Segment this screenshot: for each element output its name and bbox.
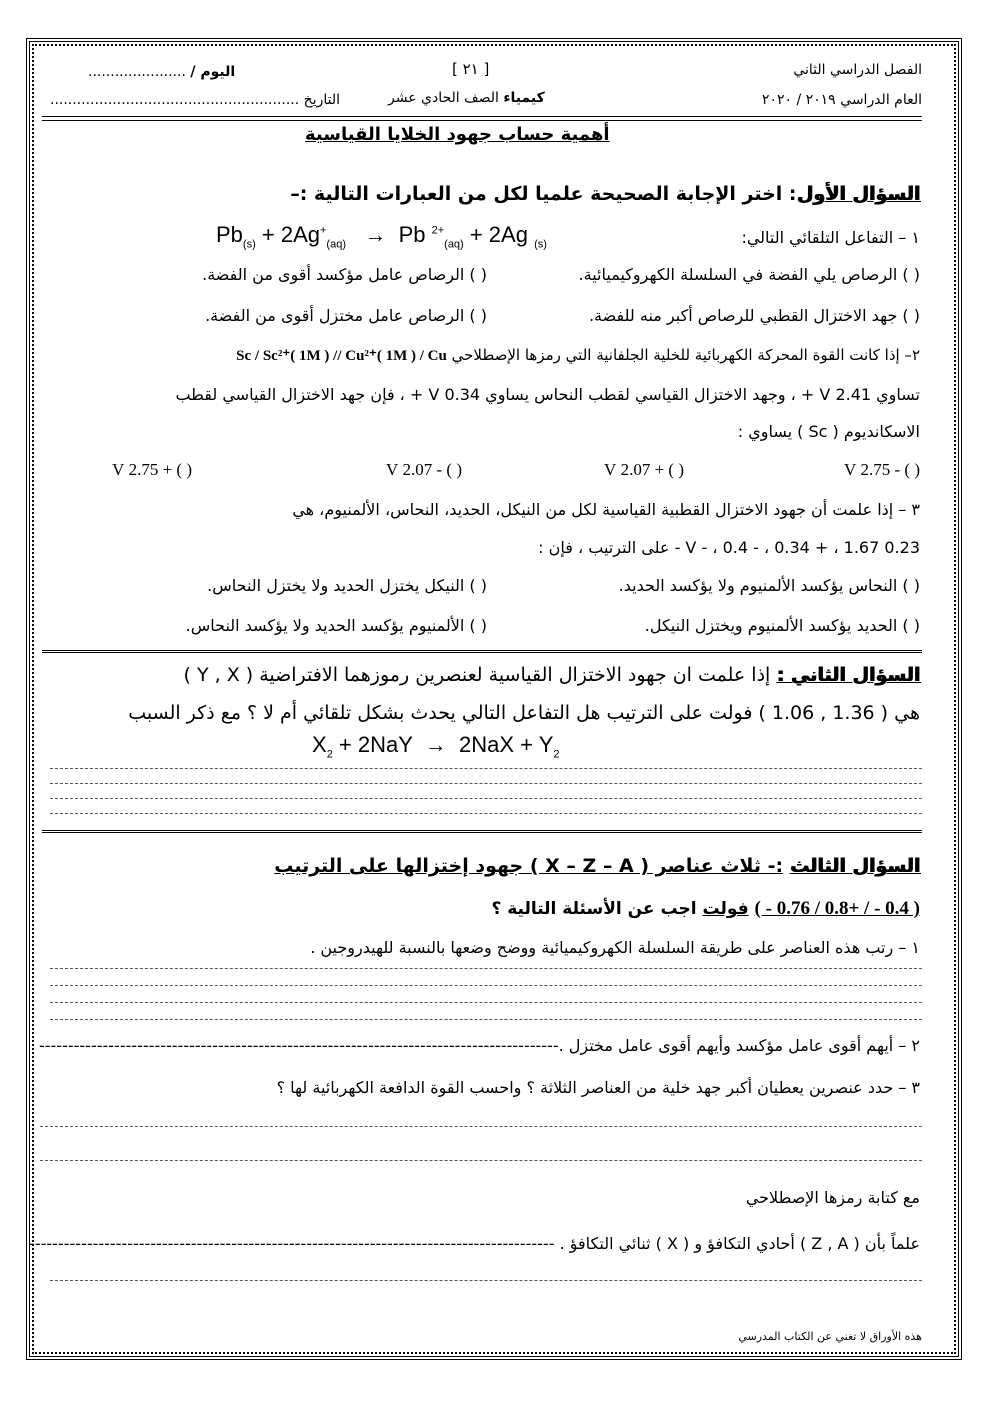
q2-answer-line-4[interactable] (50, 813, 922, 814)
q1-item1-option-4[interactable]: ( ) الرصاص عامل مختزل أقوى من الفضة. (205, 306, 487, 325)
subject-label: كيمياء (503, 90, 545, 106)
q1-item1-option-1[interactable]: ( ) الرصاص يلي الفضة في السلسلة الكهروكيميائية. (578, 265, 920, 284)
q1-item3-option-4[interactable]: ( ) الألمنيوم يؤكسد الحديد ولا يؤكسد النحاس. (185, 616, 487, 635)
eq-aq2: (aq) (444, 238, 464, 251)
q1-item3-line2: 0.23 V - ، 0.4 - ، 0.34 + ، 1.67 - على الترتيب ، فإن : (538, 538, 920, 557)
q3-values: ( 0.4 - / +0.8 / 0.76 - ) (754, 898, 920, 919)
page-number: [ ٢١ ] (452, 60, 490, 78)
eq-sup1: + (319, 224, 327, 237)
q1-item1-option-3[interactable]: ( ) جهد الاختزال القطبي للرصاص أكبر منه للفضة. (588, 306, 920, 325)
q3-item1-line-4[interactable] (50, 1019, 922, 1020)
q3-note2-dots[interactable]: ------------------------------------------------------------------------------------------- (29, 1234, 555, 1253)
term-label: الفصل الدراسي الثاني (793, 62, 922, 78)
date-dots: ........................................................ (50, 92, 300, 108)
eq-ag: + 2Ag (261, 222, 320, 247)
q3-values-line (491, 898, 920, 920)
year-label: العام الدراسي ٢٠١٩ / ٢٠٢٠ (761, 92, 922, 108)
q3-item1-line-2[interactable] (50, 985, 922, 986)
cell-notation: Sc / Sc²⁺( 1M ) // Cu²⁺( 1M ) / Cu (236, 348, 447, 364)
q3-item1-line-3[interactable] (50, 1002, 922, 1003)
q1-label: السؤال الأول (796, 183, 920, 205)
q2-q3-divider (42, 830, 922, 833)
q1-item2-line2: تساوي V 2.41 + ، وجهد الاختزال القياسي لقطب النحاس يساوي V 0.34 + ، فإن جهد الاختزال القياسي لقطب (175, 385, 920, 404)
q1-item1-intro: ١ – التفاعل التلقائي التالي: (741, 228, 920, 247)
q3-note-line[interactable] (50, 1280, 922, 1281)
q1-q2-divider (42, 650, 922, 653)
eq-sup2: 2+ (431, 224, 445, 237)
eq2-arrow: → (424, 732, 447, 757)
q3-unit: فولت (702, 899, 749, 919)
q1-item2-text: ٢– إذا كانت القوة المحركة الكهربائية للخلية الجلفانية التي رمزها الإصطلاحي (451, 346, 920, 364)
eq2-reactant: + 2NaY (332, 732, 419, 757)
eq2-sub1: 2 (326, 748, 333, 761)
footer-note: هذه الأوراق لا تغني عن الكتاب المدرسي (738, 1330, 922, 1343)
q3-item2-text: ٢ – أيهم أقوى عامل مؤكسد وأيهم أقوى عامل مختزل . (558, 1036, 920, 1055)
eq-pb2: Pb (398, 222, 426, 247)
q1-item3-option-3[interactable]: ( ) الحديد يؤكسد الألمنيوم ويختزل النيكل. (644, 616, 920, 635)
q3-note2-line (29, 1234, 920, 1253)
q1-item3-option-1[interactable]: ( ) النحاس يؤكسد الألمنيوم ولا يؤكسد الحديد. (618, 576, 920, 595)
eq2-x: X (312, 732, 327, 757)
q3-item2-dots[interactable]: ------------------------------------------------------------------------------------------ (38, 1036, 559, 1055)
q1-item2-option-3[interactable]: ( ) - 2.07 V (385, 460, 462, 479)
q3-ask: اجب عن الأسئلة التالية ؟ (491, 899, 697, 919)
page-title: أهمية حساب جهود الخلايا القياسية (305, 124, 610, 145)
eq-ag2: + 2Ag (469, 222, 528, 247)
q1-item2-option-4[interactable]: ( ) + 2.75 V (112, 460, 192, 479)
q2-label: السؤال الثاني : (776, 664, 920, 686)
q2-equation (312, 732, 560, 760)
day-label: اليوم / (190, 64, 236, 80)
eq-s1: (s) (242, 238, 256, 251)
q1-item1-equation (216, 222, 547, 250)
date-label: التاريخ (303, 92, 341, 108)
q3-heading (274, 855, 920, 877)
eq-s2: (s) (534, 238, 547, 251)
q2-text1: إذا علمت ان جهود الاختزال القياسية لعنصرين رموزهما الافتراضية ( Y , X ) (183, 664, 771, 686)
q1-item2-line3: الاسكانديوم ( Sc ) يساوي : (737, 422, 920, 441)
q1-item2-option-1[interactable]: ( ) - 2.75 V (843, 460, 920, 479)
q3-item3: ٣ – حدد عنصرين يعطيان أكبر جهد خلية من العناصر الثلاثة ؟ واحسب القوة الدافعة الكهربائية لها ؟ (276, 1078, 920, 1097)
day-field[interactable] (88, 64, 235, 80)
day-dots: ...................... (88, 64, 186, 80)
q2-answer-line-2[interactable] (50, 783, 922, 784)
eq2-sub2: 2 (553, 748, 560, 761)
q1-instruction: : اختر الإجابة الصحيحة علميا لكل من العبارات التالية :– (290, 183, 797, 205)
q1-item3-line1: ٣ – إذا علمت أن جهود الاختزال القطبية القياسية لكل من النيكل، الحديد، النحاس، الألمنيوم، هي (292, 500, 920, 519)
header-divider (42, 116, 922, 121)
q3-note2: علماً بأن ( Z , A ) أحادي التكافؤ و ( X ) ثنائي التكافؤ . (559, 1234, 920, 1253)
q2-answer-line-3[interactable] (50, 798, 922, 799)
eq2-product: 2NaX + Y (452, 732, 554, 757)
q2-line2: هي ( 1.36 , 1.06 ) فولت على الترتيب هل التفاعل التالي يحدث بشكل تلقائي أم لا ؟ مع ذكر السبب (128, 702, 920, 724)
q1-item2-option-2[interactable]: ( ) + 2.07 V (604, 460, 684, 479)
q1-item1-option-2[interactable]: ( ) الرصاص عامل مؤكسد أقوى من الفضة. (202, 265, 487, 284)
q2-line1 (184, 664, 920, 686)
q1-item3-option-2[interactable]: ( ) النيكل يختزل الحديد ولا يختزل النحاس. (207, 576, 487, 595)
q3-item2 (39, 1036, 920, 1055)
q3-line1: :- ثلاث عناصر ( X – Z – A ) جهود إختزالها على الترتيب (274, 855, 784, 877)
q1-heading (290, 183, 920, 205)
grade-label: الصف الحادي عشر (388, 90, 499, 106)
q2-answer-line-1[interactable] (50, 768, 922, 769)
subject-grade (388, 90, 545, 106)
q3-item1: ١ – رتب هذه العناصر على طريقة السلسلة الكهروكيميائية ووضح وضعها بالنسبة للهيدروجين . (310, 938, 920, 957)
q3-item1-line-1[interactable] (50, 968, 922, 969)
q1-item2-line1 (236, 346, 920, 365)
q3-label: السؤال الثالث (789, 855, 920, 877)
eq-pb: Pb (216, 222, 243, 247)
eq-arrow: → (364, 222, 387, 247)
q3-item3-line-1[interactable] (40, 1126, 922, 1127)
eq-aq1: (aq) (326, 238, 346, 251)
date-field[interactable] (50, 92, 340, 108)
q3-note1: مع كتابة رمزها الإصطلاحي (745, 1188, 920, 1207)
q3-item3-line-2[interactable] (40, 1160, 922, 1161)
